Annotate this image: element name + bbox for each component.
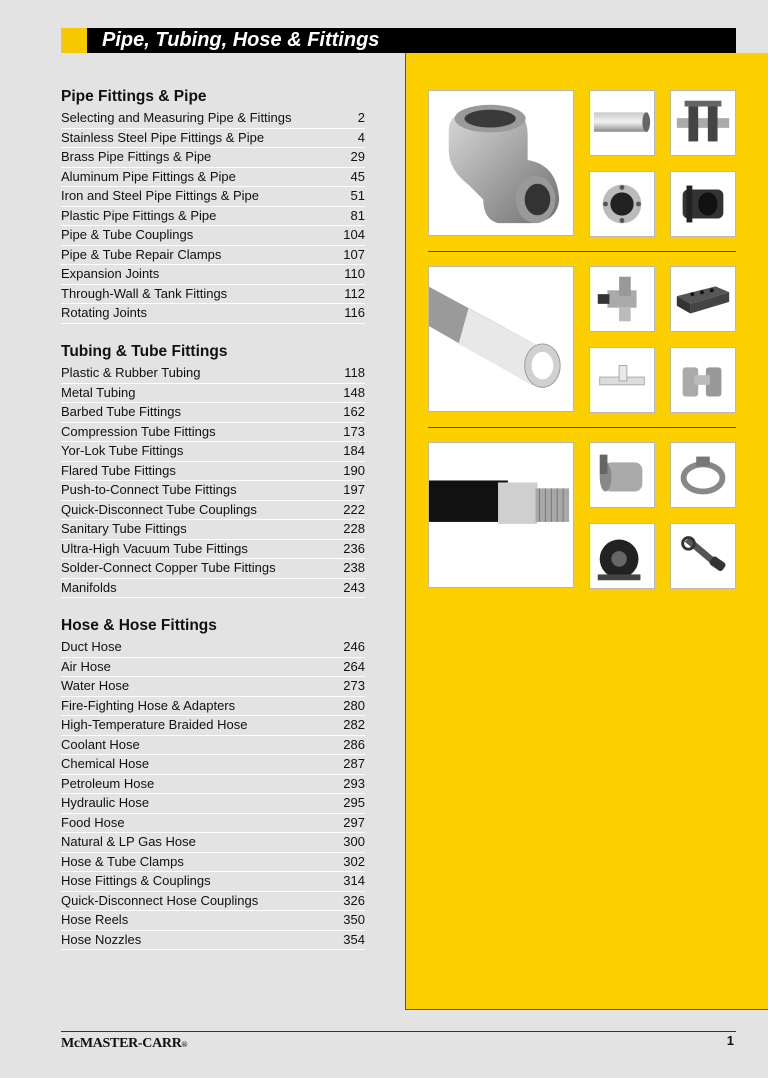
footer-divider <box>61 1031 736 1032</box>
toc-entry[interactable] <box>61 304 365 324</box>
toc-entry[interactable] <box>61 207 365 227</box>
toc-entry-label: Plastic & Rubber Tubing <box>61 365 201 380</box>
section-title: Tubing & Tube Fittings <box>61 343 228 360</box>
toc-entry-label: Stainless Steel Pipe Fittings & Pipe <box>61 129 265 145</box>
toc-entry[interactable] <box>61 872 365 892</box>
toc-entry[interactable] <box>61 501 365 521</box>
plastic-tubing-photo <box>428 266 574 412</box>
toc-entry-page: 173 <box>343 423 365 439</box>
toc-entry[interactable] <box>61 736 365 756</box>
toc-entry[interactable] <box>61 638 365 658</box>
toc-entry-page: 297 <box>343 814 365 830</box>
toc-entry[interactable] <box>61 911 365 931</box>
toc-entry-label: Selecting and Measuring Pipe & Fittings <box>61 110 292 125</box>
hydraulic-hose-photo <box>428 442 574 588</box>
toc-entry[interactable] <box>61 226 365 246</box>
toc-entry-label: Flared Tube Fittings <box>61 462 176 478</box>
toc-entry[interactable] <box>61 697 365 717</box>
toc-entry[interactable] <box>61 892 365 912</box>
toc-entry[interactable] <box>61 168 365 188</box>
toc-entry[interactable] <box>61 148 365 168</box>
toc-entry-label: Petroleum Hose <box>61 775 155 791</box>
toc-entry-page: 282 <box>343 717 365 732</box>
toc-entry[interactable] <box>61 285 365 305</box>
toc-entry-page: 148 <box>343 384 365 400</box>
toc-entry[interactable] <box>61 109 365 129</box>
toc-entry-label: Expansion Joints <box>61 266 160 281</box>
quick-disconnect-fitting-photo <box>670 347 736 413</box>
toc-entry-label: Fire-Fighting Hose & Adapters <box>61 697 236 713</box>
toc-entry-label: Chemical Hose <box>61 756 150 771</box>
toc-entry-page: 246 <box>343 639 365 654</box>
toc-entry[interactable] <box>61 559 365 579</box>
toc-entry-page: 112 <box>344 285 365 301</box>
section-pipe-fittings <box>61 85 365 324</box>
toc-entry-label: Duct Hose <box>61 639 122 654</box>
toc-entry[interactable] <box>61 246 365 266</box>
toc-entry-label: Quick-Disconnect Hose Couplings <box>61 892 259 908</box>
hose-nozzle-photo <box>670 523 736 589</box>
toc-entry-page: 293 <box>343 775 365 791</box>
expansion-joint-photo <box>589 171 655 237</box>
toc-entry-page: 286 <box>343 736 365 752</box>
toc-entry-page: 354 <box>343 931 365 947</box>
section-list <box>61 109 365 324</box>
toc-entry-label: Hose Fittings & Couplings <box>61 873 211 888</box>
toc-entry-page: 238 <box>343 560 365 575</box>
toc-entry-label: Hose & Tube Clamps <box>61 853 184 869</box>
toc-entry-page: 4 <box>357 129 365 145</box>
toc-entry[interactable] <box>61 658 365 678</box>
toc-entry-label: Water Hose <box>61 678 130 693</box>
toc-entry-page: 236 <box>343 540 365 556</box>
toc-entry-page: 104 <box>343 227 365 242</box>
toc-entry-page: 118 <box>344 365 365 380</box>
toc-entry-label: Quick-Disconnect Tube Couplings <box>61 501 257 517</box>
hose-reel-photo <box>589 523 655 589</box>
toc-entry-page: 350 <box>343 912 365 927</box>
toc-entry[interactable] <box>61 755 365 775</box>
barbed-fitting-photo <box>589 347 655 413</box>
toc-entry-page: 197 <box>343 482 365 497</box>
section-title: Pipe Fittings & Pipe <box>61 88 207 105</box>
toc-entry-label: Natural & LP Gas Hose <box>61 834 196 849</box>
toc-entry-page: 326 <box>343 892 365 908</box>
section-list <box>61 364 365 598</box>
toc-entry-label: Coolant Hose <box>61 736 140 752</box>
toc-entry[interactable] <box>61 403 365 423</box>
toc-entry-page: 184 <box>343 443 365 458</box>
metal-pipe-photo <box>589 90 655 156</box>
toc-entry-label: High-Temperature Braided Hose <box>61 717 248 732</box>
toc-entry-page: 51 <box>350 188 365 203</box>
toc-entry-page: 314 <box>343 873 365 888</box>
toc-entry[interactable] <box>61 677 365 697</box>
page-header <box>61 28 736 53</box>
toc-entry-label: Compression Tube Fittings <box>61 423 216 439</box>
toc-entry[interactable] <box>61 931 365 951</box>
cam-coupling-photo <box>589 442 655 508</box>
toc-entry-page: 228 <box>343 521 365 536</box>
header-accent-square <box>61 28 87 53</box>
manifold-photo <box>670 266 736 332</box>
toc-entry-label: Rotating Joints <box>61 305 147 320</box>
toc-entry-label: Ultra-High Vacuum Tube Fittings <box>61 540 248 556</box>
toc-entry-label: Air Hose <box>61 658 111 674</box>
toc-entry-page: 243 <box>343 579 365 595</box>
toc-entry-page: 264 <box>343 658 365 674</box>
toc-entry-page: 302 <box>343 853 365 869</box>
toc-entry[interactable] <box>61 520 365 540</box>
toc-entry-page: 295 <box>343 795 365 810</box>
toc-entry[interactable] <box>61 794 365 814</box>
toc-entry[interactable] <box>61 423 365 443</box>
tank-fitting-photo <box>670 171 736 237</box>
panel-divider <box>428 251 736 252</box>
toc-entry[interactable] <box>61 853 365 873</box>
elbow-fitting-photo <box>428 90 574 236</box>
toc-entry[interactable] <box>61 384 365 404</box>
toc-entry-label: Through-Wall & Tank Fittings <box>61 285 228 301</box>
brand-logo: McMASTER-CARR® <box>61 1036 188 1051</box>
toc-entry[interactable] <box>61 814 365 834</box>
toc-entry-page: 287 <box>343 756 365 771</box>
toc-entry-page: 81 <box>350 207 365 223</box>
toc-entry-page: 116 <box>344 305 365 320</box>
toc-entry[interactable] <box>61 833 365 853</box>
section-hose <box>61 614 365 950</box>
toc-entry-page: 300 <box>343 834 365 849</box>
section-tubing <box>61 340 365 598</box>
toc-entry-page: 29 <box>350 149 365 164</box>
toc-entry-label: Yor-Lok Tube Fittings <box>61 443 184 458</box>
hose-clamp-photo <box>670 442 736 508</box>
toc-entry-page: 280 <box>343 697 365 713</box>
toc-entry-label: Pipe & Tube Couplings <box>61 227 194 242</box>
toc-entry[interactable] <box>61 129 365 149</box>
toc-entry[interactable] <box>61 265 365 285</box>
toc-entry-page: 45 <box>350 168 365 184</box>
toc-entry-label: Plastic Pipe Fittings & Pipe <box>61 207 217 223</box>
toc-entry-page: 110 <box>344 266 365 281</box>
repair-clamp-photo <box>670 90 736 156</box>
toc-entry-label: Iron and Steel Pipe Fittings & Pipe <box>61 188 260 203</box>
toc-entry-label: Metal Tubing <box>61 384 136 400</box>
panel-divider <box>428 427 736 428</box>
toc-entry[interactable] <box>61 716 365 736</box>
toc-entry[interactable] <box>61 540 365 560</box>
section-title: Hose & Hose Fittings <box>61 617 217 634</box>
toc-entry-label: Aluminum Pipe Fittings & Pipe <box>61 168 236 184</box>
toc-entry[interactable] <box>61 481 365 501</box>
page-title: Pipe, Tubing, Hose & Fittings <box>102 29 380 51</box>
toc-entry-label: Manifolds <box>61 579 117 595</box>
toc-entry-label: Sanitary Tube Fittings <box>61 521 187 536</box>
toc-entry[interactable] <box>61 364 365 384</box>
toc-entry-label: Hose Nozzles <box>61 931 142 947</box>
toc-entry-label: Barbed Tube Fittings <box>61 404 181 419</box>
section-list <box>61 638 365 950</box>
toc-entry[interactable] <box>61 442 365 462</box>
toc-entry[interactable] <box>61 187 365 207</box>
page-number: 1 <box>726 1033 734 1048</box>
push-connect-fitting-photo <box>589 266 655 332</box>
toc-entry-label: Pipe & Tube Repair Clamps <box>61 246 222 262</box>
toc-entry-label: Hydraulic Hose <box>61 795 150 810</box>
toc-entry[interactable] <box>61 462 365 482</box>
toc-entry[interactable] <box>61 579 365 599</box>
toc-entry-page: 273 <box>343 678 365 693</box>
toc-entry-label: Food Hose <box>61 814 125 830</box>
toc-entry-label: Solder-Connect Copper Tube Fittings <box>61 560 276 575</box>
toc-entry-label: Brass Pipe Fittings & Pipe <box>61 149 212 164</box>
toc-entry-page: 162 <box>343 404 365 419</box>
toc-entry-page: 107 <box>343 246 365 262</box>
toc-entry-page: 190 <box>343 462 365 478</box>
toc-entry-label: Push-to-Connect Tube Fittings <box>61 482 237 497</box>
product-photo-panel <box>405 53 768 1010</box>
toc-entry-page: 222 <box>343 501 365 517</box>
toc-entry[interactable] <box>61 775 365 795</box>
toc-entry-page: 2 <box>357 110 365 125</box>
toc-entry-label: Hose Reels <box>61 912 129 927</box>
